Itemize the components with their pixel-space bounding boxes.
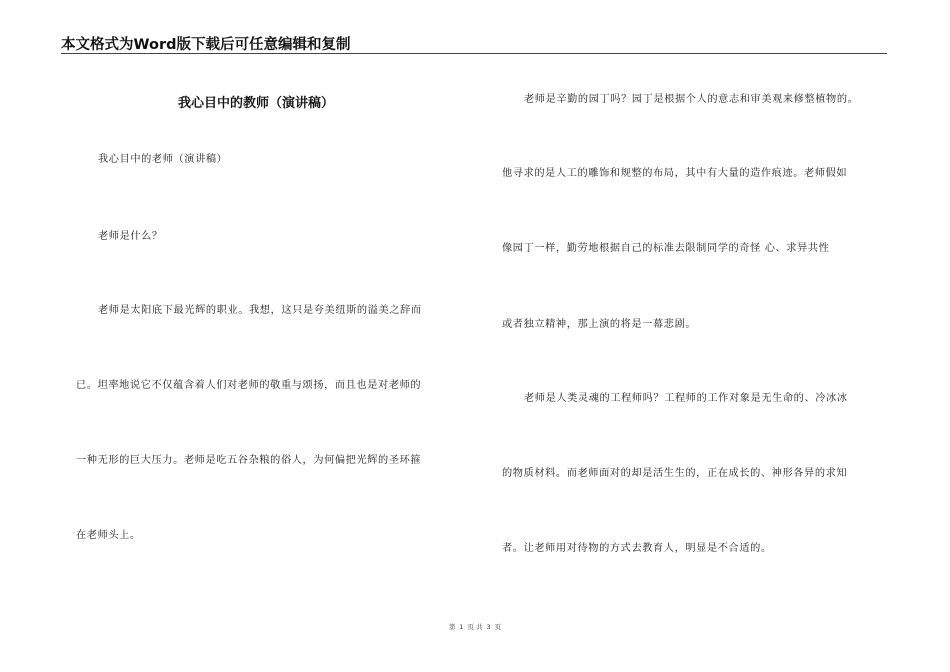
- left-paragraph-line: 我心目中的老师（演讲稿）: [98, 154, 228, 165]
- right-paragraph-line: 的物质材料。而老师面对的却是活生生的，正在成长的、神形各异的求知: [502, 468, 848, 479]
- left-paragraph-line: 已。坦率地说它不仅蕴含着人们对老师的敬重与颂扬，而且也是对老师的: [76, 380, 422, 391]
- right-paragraph-line: 他寻求的是人工的雕饰和规整的布局，其中有大量的造作痕迹。老师假如: [502, 168, 848, 179]
- document-title: 我心目中的教师（演讲稿）: [178, 96, 335, 111]
- page-label-middle: 页 共: [467, 623, 483, 631]
- page-label-prefix: 第: [448, 623, 456, 631]
- left-paragraph-line: 老师是太阳底下最光辉的职业。我想，这只是夸美纽斯的溢美之辞而: [98, 305, 422, 316]
- left-paragraph-line: 老师是什么？: [98, 231, 163, 242]
- page-label-suffix: 页: [494, 623, 502, 631]
- page-current: 1: [459, 623, 464, 631]
- right-paragraph-line: 者。让老师用对待物的方式去教育人，明显是不合适的。: [502, 543, 772, 554]
- right-paragraph-line: 像园丁一样，勤劳地根据自己的标准去限制同学的奇怪 心、求异共性: [502, 243, 830, 254]
- right-paragraph-line: 老师是人类灵魂的工程师吗？工程师的工作对象是无生命的、冷冰冰: [524, 393, 848, 404]
- right-paragraph-line: 老师是辛勤的园丁吗？园丁是根据个人的意志和审美观来修整植物的。: [524, 94, 859, 105]
- page-total: 3: [486, 623, 491, 631]
- header-divider: [61, 53, 887, 54]
- left-paragraph-line: 一种无形的巨大压力。老师是吃五谷杂粮的俗人，为何偏把光辉的圣环箍: [76, 455, 422, 466]
- document-header-note: 本文格式为Word版下载后可任意编辑和复制: [61, 37, 351, 53]
- page-number-footer: [0, 622, 950, 631]
- left-paragraph-line: 在老师头上。: [76, 530, 141, 541]
- right-paragraph-line: 或者独立精神，那上演的将是一幕悲剧。: [502, 319, 697, 330]
